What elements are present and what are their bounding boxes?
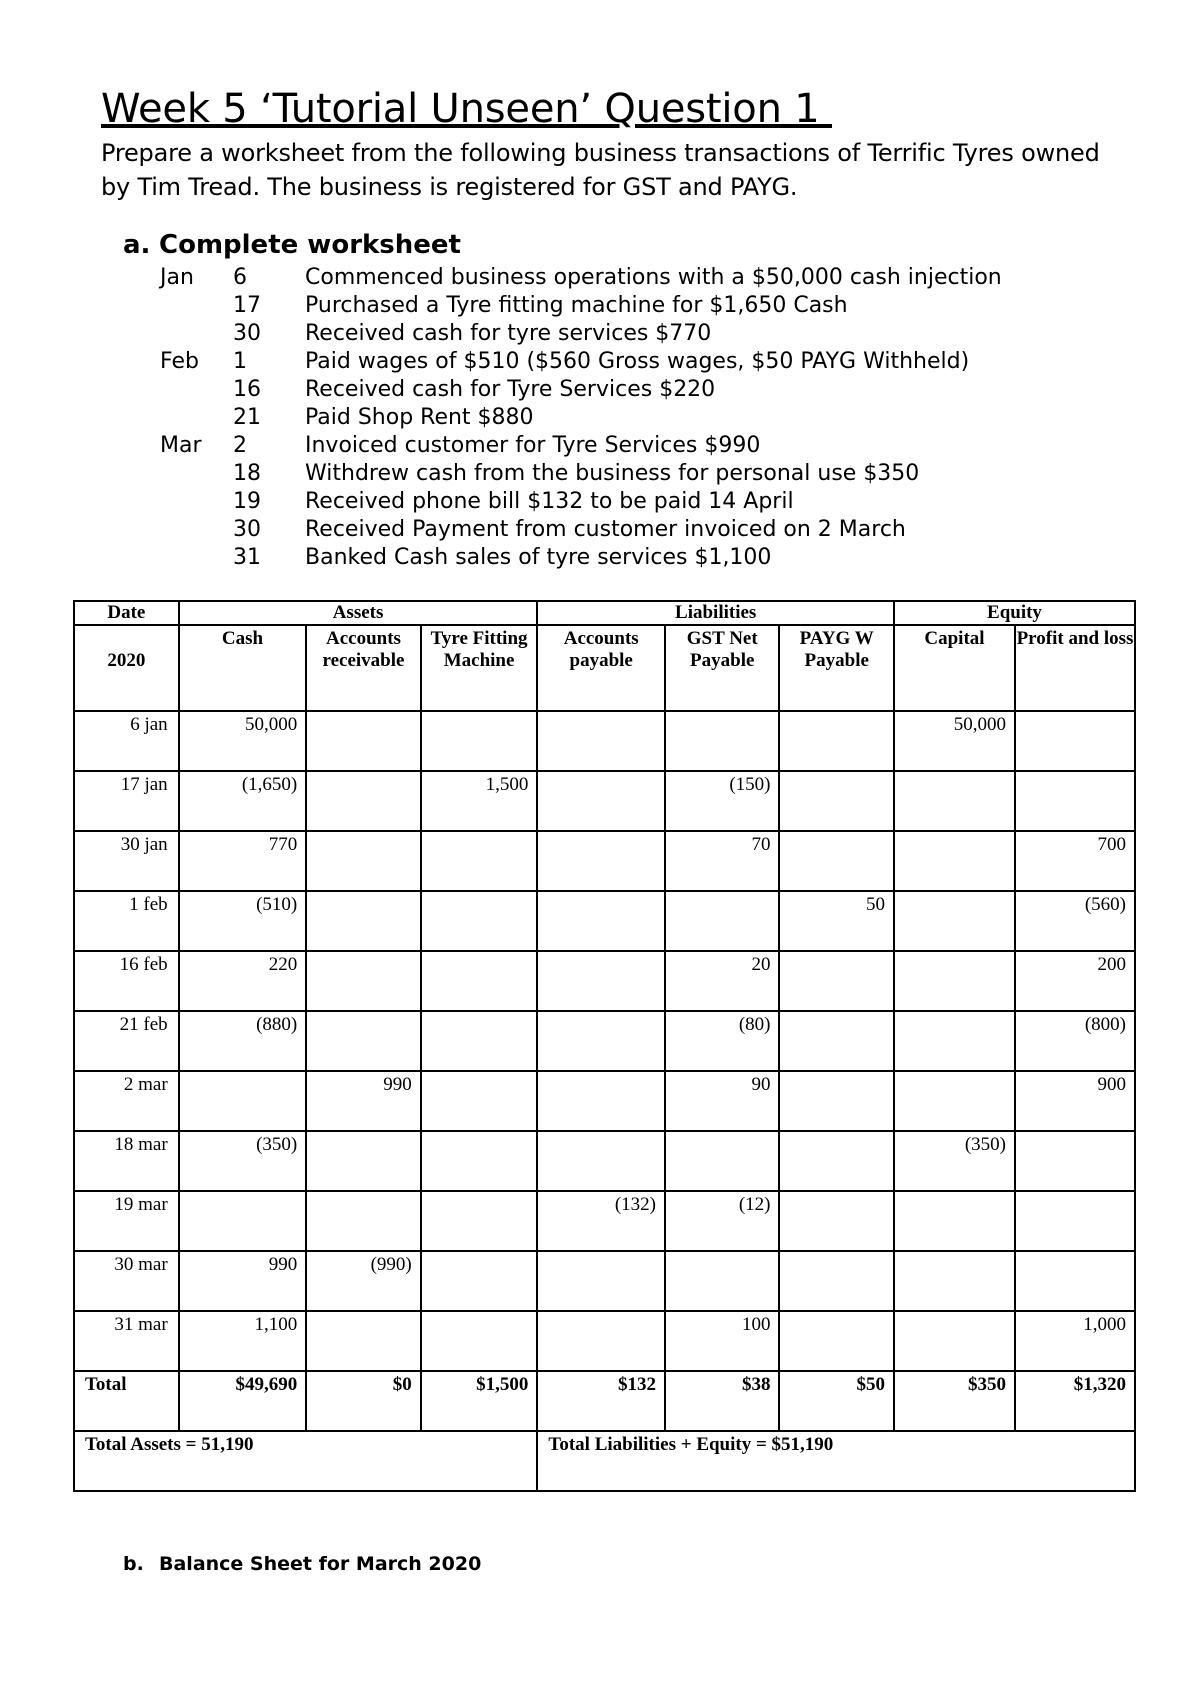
row-cell: 50 (779, 891, 893, 951)
worksheet-row (74, 1311, 1135, 1371)
row-cell: 1,000 (1015, 1311, 1135, 1371)
row-cell: 1,500 (421, 771, 538, 831)
row-cell: 990 (306, 1071, 420, 1131)
transaction-description: Commenced business operations with a $50,000 cash injection (305, 265, 1002, 290)
worksheet-row (74, 1071, 1135, 1131)
worksheet-row (74, 771, 1135, 831)
row-cell: 770 (179, 831, 307, 891)
transaction-description: Paid Shop Rent $880 (305, 405, 534, 430)
part-a-heading (123, 230, 461, 260)
row-cell (179, 1191, 307, 1251)
part-b-marker: b. (123, 1553, 144, 1575)
row-cell (894, 951, 1015, 1011)
row-cell: (350) (894, 1131, 1015, 1191)
transaction-day: 6 (233, 265, 247, 290)
row-cell (306, 891, 420, 951)
row-date: 21 feb (74, 1011, 179, 1071)
row-date: 30 jan (74, 831, 179, 891)
row-cell (1015, 1251, 1135, 1311)
page-title: Week 5 ‘Tutorial Unseen’ Question 1 (101, 86, 833, 132)
row-cell (537, 1131, 665, 1191)
row-cell (779, 771, 893, 831)
row-cell (421, 1011, 538, 1071)
worksheet-row (74, 951, 1135, 1011)
worksheet-row (74, 1191, 1135, 1251)
row-cell (779, 1071, 893, 1131)
worksheet-row (74, 1011, 1135, 1071)
row-cell (894, 771, 1015, 831)
row-cell: (880) (179, 1011, 307, 1071)
row-date: 16 feb (74, 951, 179, 1011)
row-date: 19 mar (74, 1191, 179, 1251)
row-cell (421, 1311, 538, 1371)
row-cell (421, 831, 538, 891)
total-cell: $132 (537, 1371, 665, 1431)
row-cell (1015, 711, 1135, 771)
row-date: 2 mar (74, 1071, 179, 1131)
row-cell: 100 (665, 1311, 779, 1371)
row-cell: (132) (537, 1191, 665, 1251)
row-cell (537, 1311, 665, 1371)
worksheet-row (74, 1251, 1135, 1311)
worksheet-table (73, 600, 1136, 1492)
row-cell: (1,650) (179, 771, 307, 831)
row-cell (779, 1131, 893, 1191)
row-cell (1015, 771, 1135, 831)
transaction-day: 19 (233, 489, 261, 514)
row-cell (421, 891, 538, 951)
row-cell (537, 1071, 665, 1131)
worksheet-summary-row (74, 1431, 1135, 1491)
transaction-description: Paid wages of $510 ($560 Gross wages, $50 PAYG Withheld) (305, 349, 970, 374)
row-cell: 50,000 (179, 711, 307, 771)
transaction-day: 21 (233, 405, 261, 430)
row-cell (894, 891, 1015, 951)
row-cell: 1,100 (179, 1311, 307, 1371)
transaction-description: Withdrew cash from the business for personal use $350 (305, 461, 920, 486)
total-cell: $50 (779, 1371, 893, 1431)
total-assets: Total Assets = 51,190 (74, 1431, 537, 1491)
column-header: PAYG W Payable (779, 625, 893, 711)
worksheet-row (74, 831, 1135, 891)
row-cell (665, 891, 779, 951)
header-liabilities: Liabilities (537, 601, 894, 625)
row-cell: 990 (179, 1251, 307, 1311)
row-date: 17 jan (74, 771, 179, 831)
transaction-description: Purchased a Tyre fitting machine for $1,650 Cash (305, 293, 848, 318)
transaction-description: Received phone bill $132 to be paid 14 April (305, 489, 794, 514)
row-cell (537, 1251, 665, 1311)
column-header: Profit and loss (1015, 625, 1135, 711)
row-cell (665, 1251, 779, 1311)
row-cell (421, 951, 538, 1011)
transaction-description: Received Payment from customer invoiced on 2 March (305, 517, 906, 542)
row-cell (894, 1071, 1015, 1131)
column-header: Cash (179, 625, 307, 711)
transaction-month: Feb (160, 349, 199, 374)
row-cell (779, 1251, 893, 1311)
row-cell: 90 (665, 1071, 779, 1131)
row-date: 31 mar (74, 1311, 179, 1371)
column-header: GST Net Payable (665, 625, 779, 711)
transaction-description: Received cash for tyre services $770 (305, 321, 712, 346)
worksheet-row (74, 711, 1135, 771)
row-cell (537, 891, 665, 951)
row-cell (894, 831, 1015, 891)
transaction-description: Invoiced customer for Tyre Services $990 (305, 433, 761, 458)
part-a-marker: a. (123, 230, 151, 260)
column-header: Tyre Fitting Machine (421, 625, 538, 711)
transaction-month: Mar (160, 433, 202, 458)
header-year: 2020 (107, 650, 146, 671)
row-cell (894, 1251, 1015, 1311)
part-b-label: Balance Sheet for March 2020 (159, 1553, 482, 1575)
transaction-day: 1 (233, 349, 247, 374)
row-date: 6 jan (74, 711, 179, 771)
row-cell (665, 1131, 779, 1191)
intro-text: Prepare a worksheet from the following business transactions of Terrific Tyres owned by Tim Tread. The business is registered for GST and PAYG. (101, 139, 1100, 201)
part-b-heading (123, 1553, 481, 1575)
row-cell: 50,000 (894, 711, 1015, 771)
transaction-day: 17 (233, 293, 261, 318)
row-cell (665, 711, 779, 771)
total-cell: $0 (306, 1371, 420, 1431)
transaction-description: Banked Cash sales of tyre services $1,100 (305, 545, 772, 570)
row-cell (421, 1251, 538, 1311)
transaction-day: 30 (233, 321, 261, 346)
row-cell: 200 (1015, 951, 1135, 1011)
row-cell (779, 711, 893, 771)
row-cell (421, 711, 538, 771)
row-cell (537, 771, 665, 831)
row-cell (537, 1011, 665, 1071)
transaction-month: Jan (160, 265, 194, 290)
row-cell: (12) (665, 1191, 779, 1251)
worksheet-group-header (74, 601, 1135, 625)
row-cell (779, 951, 893, 1011)
row-cell (179, 1071, 307, 1131)
row-date: 1 feb (74, 891, 179, 951)
row-cell: 70 (665, 831, 779, 891)
row-cell: (150) (665, 771, 779, 831)
row-cell (779, 831, 893, 891)
row-cell (894, 1011, 1015, 1071)
transaction-day: 30 (233, 517, 261, 542)
row-cell (779, 1011, 893, 1071)
worksheet-row (74, 1131, 1135, 1191)
row-cell (537, 831, 665, 891)
row-cell: (80) (665, 1011, 779, 1071)
transaction-day: 18 (233, 461, 261, 486)
row-cell: (510) (179, 891, 307, 951)
header-year-cell (74, 625, 179, 711)
part-a-label: Complete worksheet (159, 230, 461, 260)
row-cell (421, 1191, 538, 1251)
row-cell (537, 711, 665, 771)
total-cell: $1,500 (421, 1371, 538, 1431)
row-cell: (350) (179, 1131, 307, 1191)
row-cell: 900 (1015, 1071, 1135, 1131)
row-cell: (800) (1015, 1011, 1135, 1071)
worksheet-total-row (74, 1371, 1135, 1431)
worksheet-row (74, 891, 1135, 951)
transaction-description: Received cash for Tyre Services $220 (305, 377, 716, 402)
total-liabilities-equity: Total Liabilities + Equity = $51,190 (537, 1431, 1135, 1491)
transaction-day: 16 (233, 377, 261, 402)
transaction-day: 31 (233, 545, 261, 570)
row-cell (306, 771, 420, 831)
header-assets: Assets (179, 601, 538, 625)
header-date: Date (74, 601, 179, 625)
row-cell (894, 1191, 1015, 1251)
row-cell (306, 1131, 420, 1191)
column-header: Accounts payable (537, 625, 665, 711)
row-cell (306, 1011, 420, 1071)
total-label: Total (74, 1371, 179, 1431)
row-cell: 220 (179, 951, 307, 1011)
total-cell: $38 (665, 1371, 779, 1431)
row-cell (306, 831, 420, 891)
row-cell: (560) (1015, 891, 1135, 951)
row-cell (1015, 1191, 1135, 1251)
row-date: 18 mar (74, 1131, 179, 1191)
header-equity: Equity (894, 601, 1135, 625)
row-cell (306, 951, 420, 1011)
row-cell: 700 (1015, 831, 1135, 891)
total-cell: $1,320 (1015, 1371, 1135, 1431)
row-cell (306, 711, 420, 771)
column-header: Accounts receivable (306, 625, 420, 711)
total-cell: $49,690 (179, 1371, 307, 1431)
row-cell (537, 951, 665, 1011)
row-cell (779, 1311, 893, 1371)
row-cell (894, 1311, 1015, 1371)
transaction-day: 2 (233, 433, 247, 458)
column-header: Capital (894, 625, 1015, 711)
row-cell (421, 1071, 538, 1131)
row-cell (421, 1131, 538, 1191)
row-cell: (990) (306, 1251, 420, 1311)
row-cell (306, 1311, 420, 1371)
total-cell: $350 (894, 1371, 1015, 1431)
row-date: 30 mar (74, 1251, 179, 1311)
row-cell (779, 1191, 893, 1251)
row-cell (1015, 1131, 1135, 1191)
row-cell (306, 1191, 420, 1251)
worksheet-column-header (74, 625, 1135, 711)
row-cell: 20 (665, 951, 779, 1011)
